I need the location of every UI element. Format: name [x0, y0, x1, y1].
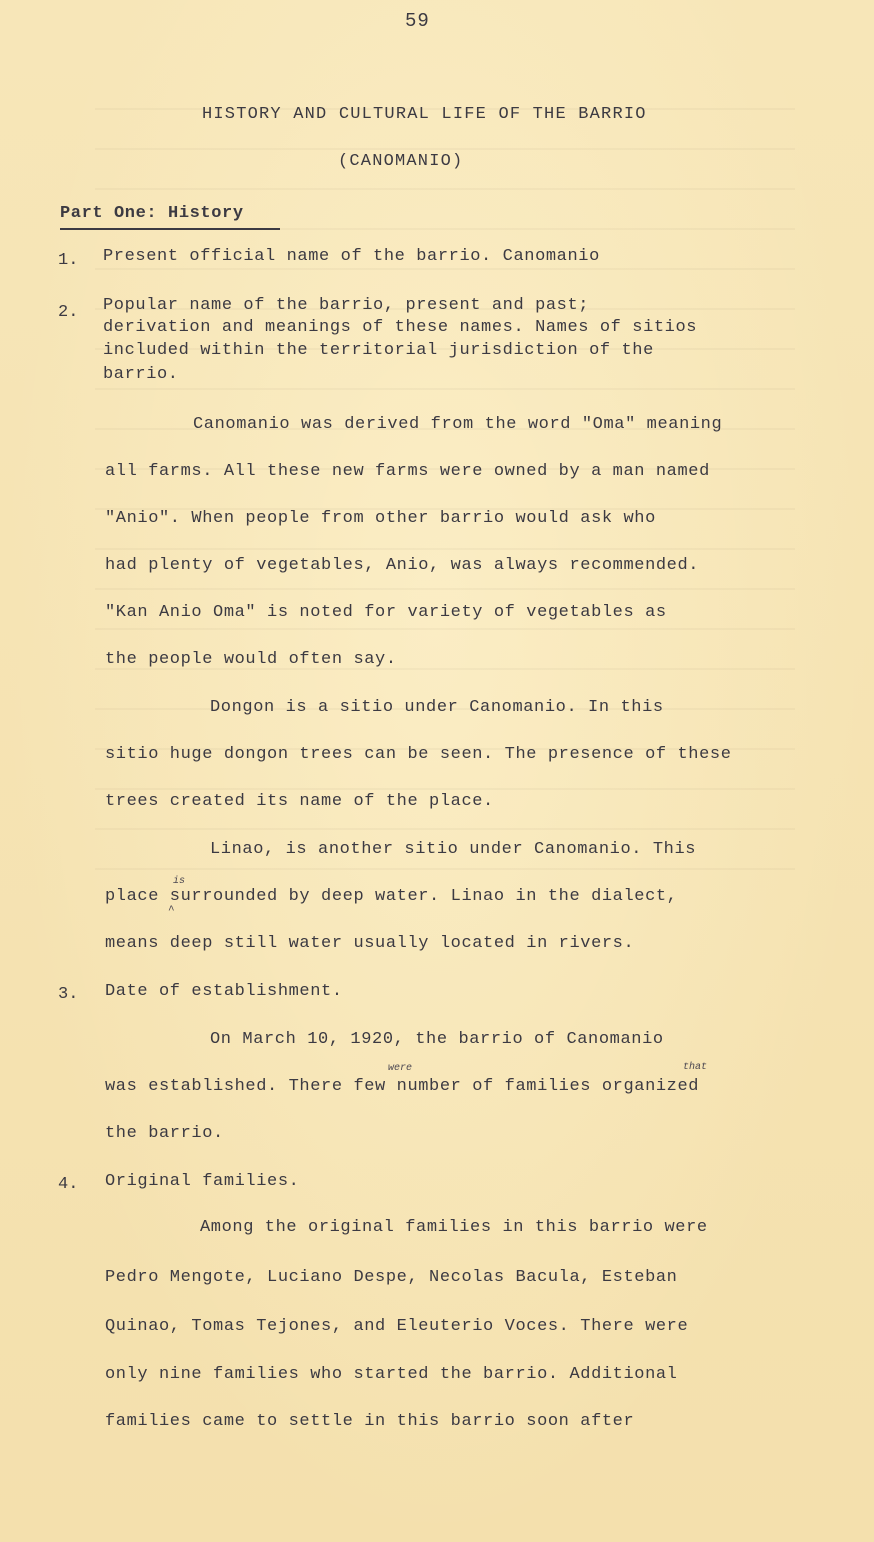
handwritten-insert: that: [683, 1062, 708, 1073]
para-d-line-1: On March 10, 1920, the barrio of Canomanio: [210, 1030, 664, 1049]
para-e-line-1: Among the original families in this barrio were: [200, 1218, 708, 1237]
para-b-line-3: trees created its name of the place.: [105, 792, 494, 811]
para-a-line-6: the people would often say.: [105, 650, 397, 669]
page-number: 59: [405, 10, 430, 32]
handwritten-insert: is: [173, 876, 186, 887]
item-1-text: Present official name of the barrio. Canomanio: [103, 247, 600, 266]
para-a-line-2: all farms. All these new farms were owned by a man named: [105, 462, 710, 481]
item-2-line-2: derivation and meanings of these names. Names of sitios: [103, 318, 698, 337]
para-a-line-4: had plenty of vegetables, Anio, was always recommended.: [105, 556, 700, 575]
para-a-line-1: Canomanio was derived from the word "Oma" meaning: [193, 415, 723, 434]
para-d-line-2: was established. There few number of families organized: [105, 1077, 700, 1096]
item-number: 4.: [58, 1175, 79, 1194]
section-heading: Part One: History: [60, 204, 244, 223]
para-c-line-3: means deep still water usually located in rivers.: [105, 934, 635, 953]
item-number: 2.: [58, 303, 79, 322]
para-e-line-5: families came to settle in this barrio soon after: [105, 1412, 635, 1431]
para-a-line-3: "Anio". When people from other barrio would ask who: [105, 509, 656, 528]
item-2-line-4: barrio.: [103, 365, 179, 384]
item-2-line-3: included within the territorial jurisdiction of the: [103, 341, 654, 360]
para-c-line-2: place surrounded by deep water. Linao in the dialect,: [105, 887, 678, 906]
item-3-text: Date of establishment.: [105, 982, 343, 1001]
para-c-line-1: Linao, is another sitio under Canomanio. This: [210, 840, 697, 859]
para-e-line-2: Pedro Mengote, Luciano Despe, Necolas Bacula, Esteban: [105, 1268, 678, 1287]
para-b-line-2: sitio huge dongon trees can be seen. The presence of these: [105, 745, 732, 764]
para-e-line-3: Quinao, Tomas Tejones, and Eleuterio Voces. There were: [105, 1317, 689, 1336]
document-subtitle: (CANOMANIO): [338, 152, 464, 171]
item-2-line-1: Popular name of the barrio, present and past;: [103, 296, 590, 315]
section-heading-underline: [60, 228, 280, 230]
para-d-line-3: the barrio.: [105, 1124, 224, 1143]
document-title: HISTORY AND CULTURAL LIFE OF THE BARRIO: [202, 105, 647, 124]
para-e-line-4: only nine families who started the barrio. Additional: [105, 1365, 678, 1384]
insertion-caret: ^: [168, 905, 175, 917]
item-number: 3.: [58, 985, 79, 1004]
item-number: 1.: [58, 251, 79, 270]
handwritten-insert: were: [388, 1063, 413, 1074]
para-a-line-5: "Kan Anio Oma" is noted for variety of vegetables as: [105, 603, 667, 622]
item-4-text: Original families.: [105, 1172, 300, 1191]
para-b-line-1: Dongon is a sitio under Canomanio. In this: [210, 698, 664, 717]
